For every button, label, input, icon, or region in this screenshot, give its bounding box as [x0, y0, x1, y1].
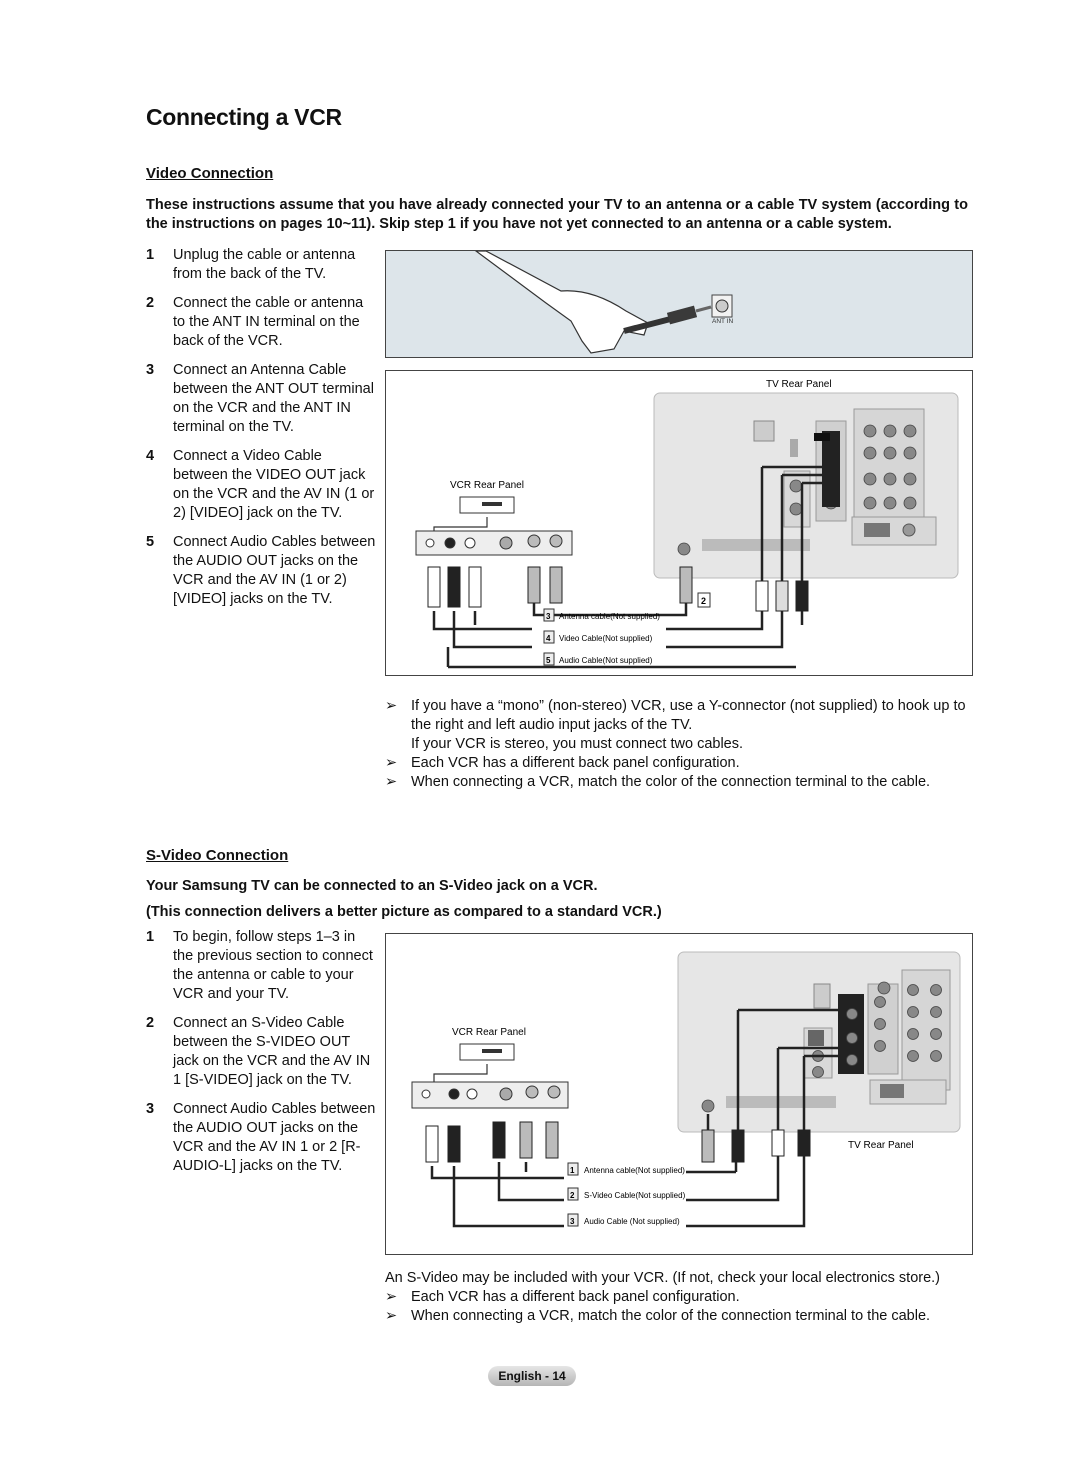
- callout-2-label: 2: [701, 596, 707, 606]
- list-item: 5 Connect Audio Cables between the AUDIO OUT jacks on the VCR and the AV IN (1 or 2) [VIDEO] jacks on the TV.: [146, 534, 376, 607]
- video-connection-diagram: [385, 370, 973, 676]
- list-item: 3 Connect Audio Cables between the AUDIO OUT jacks on the VCR and the AV IN 1 or 2 [R-AUDIO-L] jacks on the TV.: [146, 1101, 376, 1174]
- svideo-connection-heading: S-Video Connection: [146, 847, 289, 864]
- list-item: 4 Connect a Video Cable between the VIDEO OUT jack on the VCR and the AV IN (1 or 2) [VIDEO] jack on the TV.: [146, 448, 375, 521]
- antenna-cable-label: Antenna cable(Not supplied): [584, 1166, 685, 1175]
- cable-1-number: 1: [570, 1166, 575, 1175]
- page-title: Connecting a VCR: [146, 104, 342, 130]
- arrow-icon: ➢: [385, 1308, 398, 1324]
- svideo-line1: Your Samsung TV can be connected to an S-Video jack on a VCR.: [146, 878, 598, 894]
- list-item: ➢ Each VCR has a different back panel configuration.: [385, 1289, 740, 1305]
- video-connection-heading: Video Connection: [146, 165, 274, 182]
- audio-cable-label: Audio Cable(Not supplied): [559, 656, 653, 665]
- tv-rear-panel-label: TV Rear Panel: [848, 1140, 914, 1151]
- vcr-rear-panel-label: VCR Rear Panel: [450, 480, 524, 491]
- list-item: 1 To begin, follow steps 1–3 in the previous section to connect the antenna or cable to your VCR and your TV.: [146, 929, 373, 1002]
- list-item: 1 Unplug the cable or antenna from the back of the TV.: [146, 247, 356, 282]
- audio-cable-label: Audio Cable (Not supplied): [584, 1217, 680, 1226]
- list-item: ➢ Each VCR has a different back panel configuration.: [385, 755, 740, 771]
- vcr-rear-panel: [412, 1082, 568, 1108]
- svideo-notes-list: [385, 1269, 975, 1326]
- list-item: 3 Connect an Antenna Cable between the ANT OUT terminal on the VCR and the ANT IN terminal on the TV.: [146, 362, 374, 435]
- svideo-steps-list: [146, 928, 378, 1186]
- video-steps-list: [146, 246, 378, 619]
- arrow-icon: ➢: [385, 774, 398, 790]
- video-intro-text: These instructions assume that you have already connected your TV to an antenna or a cable TV system (according to the instructions on pages 10~11). Skip step 1 if you have not yet connected to an antenna or a cable system.: [146, 197, 968, 232]
- list-item: If your VCR is stereo, you must connect two cables.: [411, 736, 744, 752]
- cable-4-number: 4: [546, 634, 551, 643]
- page-number-badge: English - 14: [488, 1366, 576, 1386]
- cable-3-number: 3: [570, 1217, 575, 1226]
- video-notes-list: [385, 697, 975, 792]
- arrow-icon: ➢: [385, 1289, 398, 1305]
- ant-in-label: ANT IN: [712, 318, 734, 325]
- list-item: 2 Connect the cable or antenna to the ANT IN terminal on the back of the VCR.: [146, 295, 364, 349]
- video-connection-svg: [386, 371, 972, 675]
- cable-5-number: 5: [546, 656, 551, 665]
- antenna-plug-figure: [385, 250, 973, 358]
- svideo-connection-svg: [386, 934, 972, 1254]
- hand-plugging-cable-illustration: [386, 251, 972, 357]
- list-item: ➢ When connecting a VCR, match the color of the connection terminal to the cable.: [385, 1308, 931, 1324]
- list-item: ➢ If you have a “mono” (non-stereo) VCR, use a Y-connector (not supplied) to hook up to the right and left audio input jacks of the TV.: [385, 698, 966, 733]
- tv-rear-panel-label: TV Rear Panel: [766, 379, 832, 390]
- list-item: An S-Video may be included with your VCR. (If not, check your local electronics store.): [385, 1270, 941, 1286]
- cable-2-number: 2: [570, 1191, 575, 1200]
- list-item: 2 Connect an S-Video Cable between the S-VIDEO OUT jack on the VCR and the AV IN 1 [S-VIDEO] jack on the TV.: [146, 1015, 371, 1088]
- svideo-line2: (This connection delivers a better picture as compared to a standard VCR.): [146, 904, 662, 920]
- svideo-cable-label: S-Video Cable(Not supplied): [584, 1191, 686, 1200]
- arrow-icon: ➢: [385, 698, 398, 714]
- vcr-rear-panel: [416, 531, 572, 555]
- svideo-connection-diagram: [385, 933, 973, 1255]
- video-cable-label: Video Cable(Not supplied): [559, 634, 653, 643]
- antenna-cable-label: Antenna cable(Not supplied): [559, 612, 660, 621]
- cable-3-number: 3: [546, 612, 551, 621]
- arrow-icon: ➢: [385, 755, 398, 771]
- list-item: ➢ When connecting a VCR, match the color of the connection terminal to the cable.: [385, 774, 931, 790]
- vcr-rear-panel-label: VCR Rear Panel: [452, 1027, 526, 1038]
